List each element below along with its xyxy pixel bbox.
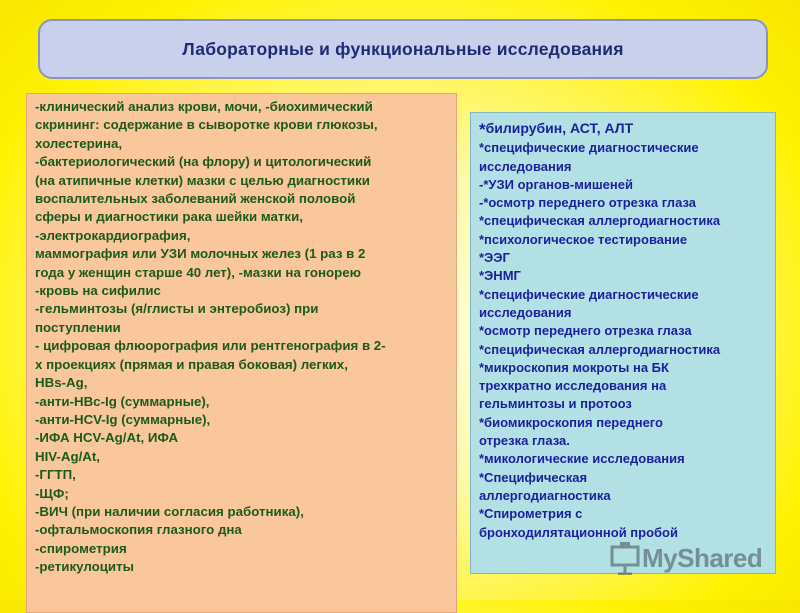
left-panel-line: HIV-Ag/At, bbox=[35, 448, 101, 464]
right-panel-line: *осмотр переднего отрезка глаза bbox=[479, 323, 692, 339]
left-panel-line: воспалительных заболеваний женской половой bbox=[35, 191, 356, 207]
left-panel-line: скрининг: содержание в сыворотке крови глюкозы, bbox=[35, 117, 378, 133]
asterisk-mark: * bbox=[479, 120, 486, 139]
left-panel-line: -ВИЧ (при наличии согласия работника), bbox=[35, 503, 304, 519]
right-panel-line: *биомикроскопия переднего bbox=[479, 414, 663, 430]
left-panel-line: - цифровая флюорография или рентгенография в 2- bbox=[35, 338, 386, 354]
right-panel-line: трехкратно исследования на bbox=[479, 378, 667, 394]
left-panel-line: -ретикулоциты bbox=[35, 559, 134, 575]
left-panel bbox=[26, 93, 457, 613]
left-panel-line: поступлении bbox=[35, 319, 121, 335]
right-panel-line: -*осмотр переднего отрезка глаза bbox=[479, 195, 696, 211]
right-panel-line: исследования bbox=[479, 304, 572, 320]
left-panel-line: -ЩФ; bbox=[35, 485, 69, 501]
left-panel-line: HBs-Ag, bbox=[35, 375, 88, 391]
left-panel-line: (на атипичные клетки) мазки с целью диагностики bbox=[35, 172, 370, 188]
left-panel-line: холестерина, bbox=[35, 135, 123, 151]
right-panel-line: *специфическая аллергодиагностика bbox=[479, 341, 721, 357]
right-panel-line: отрезка глаза. bbox=[479, 433, 570, 449]
left-panel-line: -бактериологический (на флору) и цитологический bbox=[35, 154, 372, 170]
right-panel-line: *Специфическая bbox=[479, 469, 588, 485]
right-panel-line: *Спирометрия с bbox=[479, 506, 583, 522]
right-panel-line: бронходилятационной пробой bbox=[479, 524, 678, 540]
page-title: Лабораторные и функциональные исследования bbox=[182, 38, 624, 59]
left-panel-line: -спирометрия bbox=[35, 540, 127, 556]
right-panel-line: *ЭЭГ bbox=[479, 250, 510, 266]
right-panel bbox=[470, 112, 776, 574]
watermark-text: MyShared bbox=[642, 542, 763, 573]
left-panel-line: года у женщин старше 40 лет), -мазки на гонорею bbox=[35, 264, 362, 280]
right-panel-line: гельминтозы и протооз bbox=[479, 396, 632, 412]
left-panel-line: -клинический анализ крови, мочи, -биохимический bbox=[35, 99, 373, 114]
title-banner bbox=[38, 19, 768, 79]
left-panel-line: -кровь на сифилис bbox=[35, 283, 161, 299]
left-panel-line: -анти-HBc-Ig (суммарные), bbox=[35, 393, 210, 409]
right-panel-line: *билирубин, АСТ, АЛТ bbox=[479, 120, 634, 139]
left-panel-line: сферы и диагностики рака шейки матки, bbox=[35, 209, 303, 225]
right-panel-line: -*УЗИ органов-мишеней bbox=[479, 176, 633, 192]
presentation-board-icon bbox=[610, 541, 640, 575]
left-panel-line: -ГГТП, bbox=[35, 467, 76, 483]
right-panel-line: *микологические исследования bbox=[479, 451, 685, 467]
left-panel-line: -анти-HCV-Ig (суммарные), bbox=[35, 411, 211, 427]
right-panel-line: *психологическое тестирование bbox=[479, 231, 688, 247]
left-panel-line: -ИФА HCV-Ag/At, ИФА bbox=[35, 430, 179, 446]
right-panel-line: *ЭНМГ bbox=[479, 268, 521, 284]
left-panel-line: х проекциях (прямая и правая боковая) легких, bbox=[35, 356, 348, 372]
left-panel-line: -гельминтозы (я/глисты и энтеробиоз) при bbox=[35, 301, 319, 317]
left-panel-line: маммография или УЗИ молочных желез (1 раз в 2 bbox=[35, 246, 366, 262]
right-panel-line: *микроскопия мокроты на БК bbox=[479, 359, 669, 375]
right-panel-line: *специфические диагностические bbox=[479, 140, 699, 156]
right-panel-line: *специфическая аллергодиагностика bbox=[479, 213, 721, 229]
left-panel-line: -электрокардиография, bbox=[35, 227, 191, 243]
right-panel-line: *специфические диагностические bbox=[479, 286, 699, 302]
watermark bbox=[610, 540, 762, 576]
right-panel-line: исследования bbox=[479, 158, 572, 174]
right-panel-line: аллергодиагностика bbox=[479, 487, 611, 503]
left-panel-line: -офтальмоскопия глазного дна bbox=[35, 522, 242, 538]
